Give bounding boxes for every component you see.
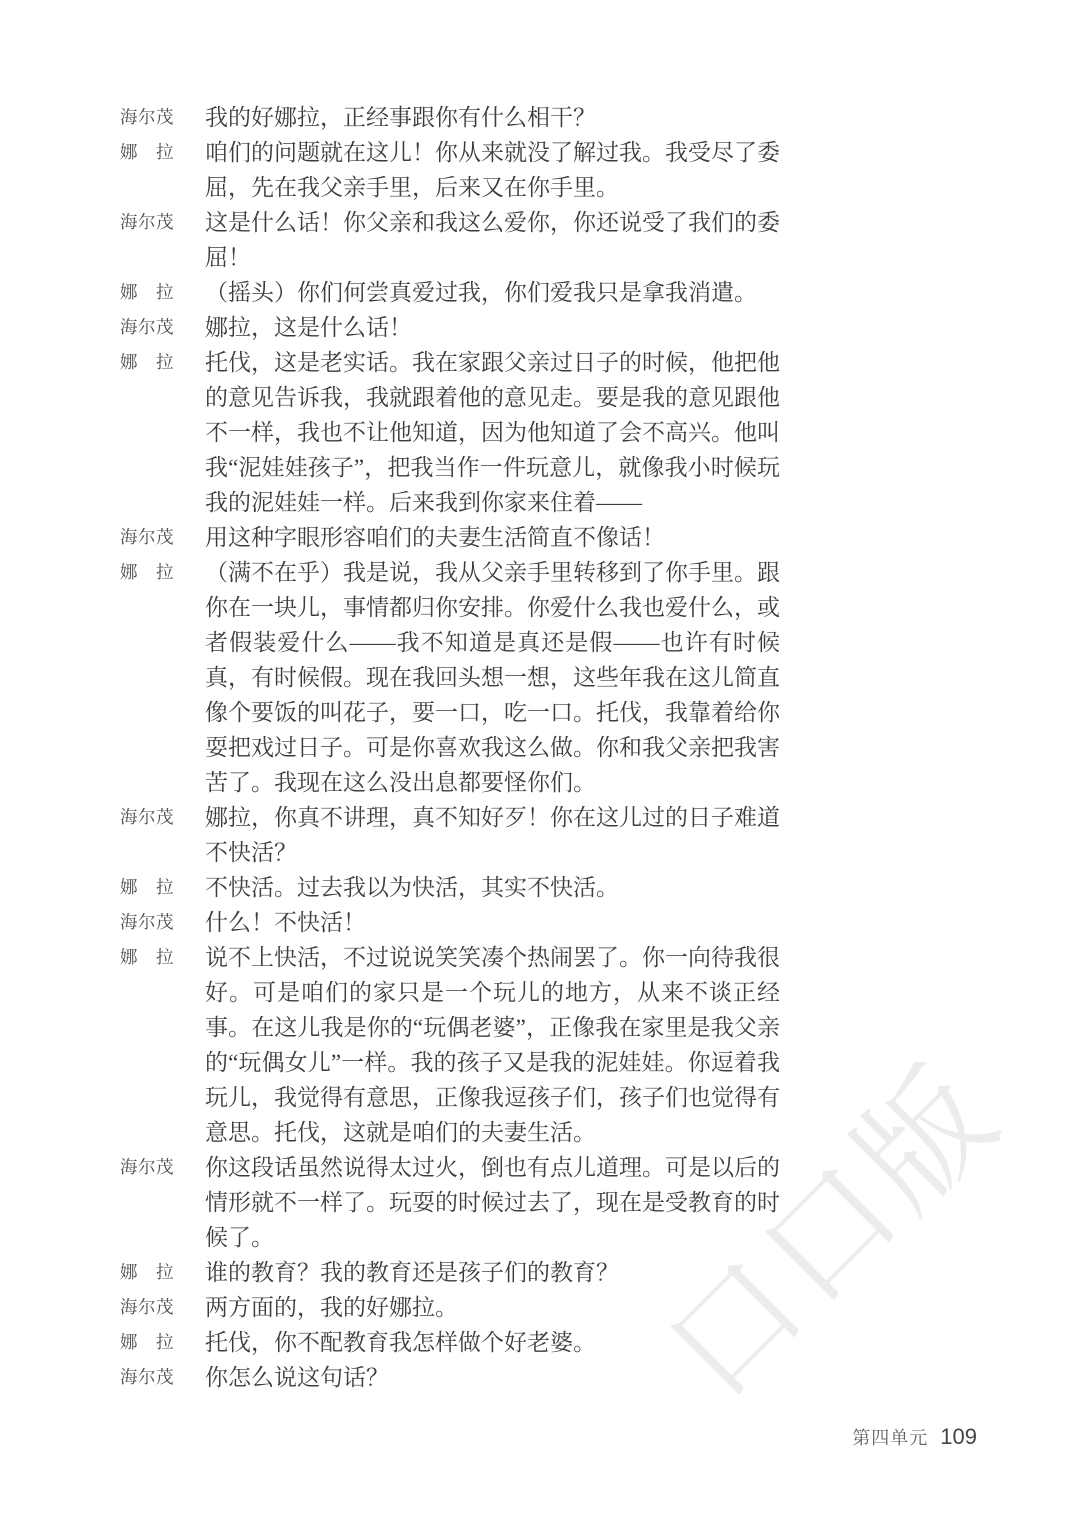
dialogue-entry [120,1325,800,1360]
speaker-label: 娜 拉 [120,1332,174,1352]
dialogue-entry [120,135,800,205]
speech-text: 我的好娜拉，正经事跟你有什么相干？ [205,105,596,130]
speaker-label: 娜 拉 [120,562,174,582]
speech-text: 什么！不快活！ [205,910,366,935]
speech-text: 娜拉，这是什么话！ [205,315,412,340]
speaker-label: 海尔茂 [120,212,174,232]
dialogue-entry [120,940,800,1150]
unit-label: 第四单元 [852,1428,929,1448]
speech-text: 咱们的问题就在这儿！你从来就没了解过我。我受尽了委屈，先在我父亲手里，后来又在你手里。 [205,140,780,200]
speech-text: 你这段话虽然说得太过火，倒也有点儿道理。可是以后的情形就不一样了。玩耍的时候过去了，现在是受教育的时候了。 [205,1155,780,1250]
speech-text: 托伐，这是老实话。我在家跟父亲过日子的时候，他把他的意见告诉我，我就跟着他的意见走。要是我的意见跟他不一样，我也不让他知道，因为他知道了会不高兴。他叫我“泥娃娃孩子”，把我当作一件玩意儿，就像我小时候玩我的泥娃娃一样。后来我到你家来住着—— [205,350,780,515]
speaker-label: 海尔茂 [120,1367,174,1387]
dialogue-entry [120,1150,800,1255]
speaker-label: 海尔茂 [120,912,174,932]
speaker-label: 娜 拉 [120,282,174,302]
speaker-label: 娜 拉 [120,352,174,372]
speech-text: （满不在乎）我是说，我从父亲手里转移到了你手里。跟你在一块儿，事情都归你安排。你爱什么我也爱什么，或者假装爱什么——我不知道是真还是假——也许有时候真，有时候假。现在我回头想一想，这些年我在这儿简直像个要饭的叫花子，要一口，吃一口。托伐，我靠着给你耍把戏过日子。可是你喜欢我这么做。你和我父亲把我害苦了。我现在这么没出息都要怪你们。 [205,560,780,795]
dialogue-entry [120,870,800,905]
dialogue-entry [120,1290,800,1325]
speaker-label: 娜 拉 [120,877,174,897]
speaker-label: 海尔茂 [120,527,174,547]
dialogue-entry [120,555,800,800]
dialogue-entry [120,800,800,870]
speech-text: 不快活。过去我以为快活，其实不快活。 [205,875,619,900]
dialogue-entry [120,100,800,135]
page-footer [852,1424,977,1450]
speech-text: （摇头）你们何尝真爱过我，你们爱我只是拿我消遣。 [205,280,757,305]
speaker-label: 海尔茂 [120,317,174,337]
speech-text: 你怎么说这句话？ [205,1365,389,1390]
dialogue-entry [120,1255,800,1290]
page-number: 109 [940,1424,977,1449]
speaker-label: 娜 拉 [120,142,174,162]
speech-text: 谁的教育？我的教育还是孩子们的教育？ [205,1260,619,1285]
dialogue-entry [120,205,800,275]
speech-text: 这是什么话！你父亲和我这么爱你，你还说受了我们的委屈！ [205,210,780,270]
edition-watermark: 口口版 [640,1040,1026,1426]
dialogue-entry [120,310,800,345]
speech-text: 说不上快活，不过说说笑笑凑个热闹罢了。你一向待我很好。可是咱们的家只是一个玩儿的地方，从来不谈正经事。在这儿我是你的“玩偶老婆”，正像我在家里是我父亲的“玩偶女儿”一样。我的孩子又是我的泥娃娃。你逗着我玩儿，我觉得有意思，正像我逗孩子们，孩子们也觉得有意思。托伐，这就是咱们的夫妻生活。 [205,945,780,1145]
speaker-label: 海尔茂 [120,1297,174,1317]
speaker-label: 海尔茂 [120,1157,174,1177]
textbook-page-content [120,100,800,1395]
dialogue-entry [120,1360,800,1395]
dialogue-entry [120,345,800,520]
speaker-label: 海尔茂 [120,107,174,127]
dialogue-entry [120,905,800,940]
speech-text: 娜拉，你真不讲理，真不知好歹！你在这儿过的日子难道不快活？ [205,805,780,865]
dialogue-entry [120,520,800,555]
speech-text: 两方面的，我的好娜拉。 [205,1295,458,1320]
speaker-label: 娜 拉 [120,947,174,967]
speaker-label: 海尔茂 [120,807,174,827]
dialogue-entry [120,275,800,310]
speech-text: 托伐，你不配教育我怎样做个好老婆。 [205,1330,596,1355]
speech-text: 用这种字眼形容咱们的夫妻生活简直不像话！ [205,525,665,550]
speaker-label: 娜 拉 [120,1262,174,1282]
